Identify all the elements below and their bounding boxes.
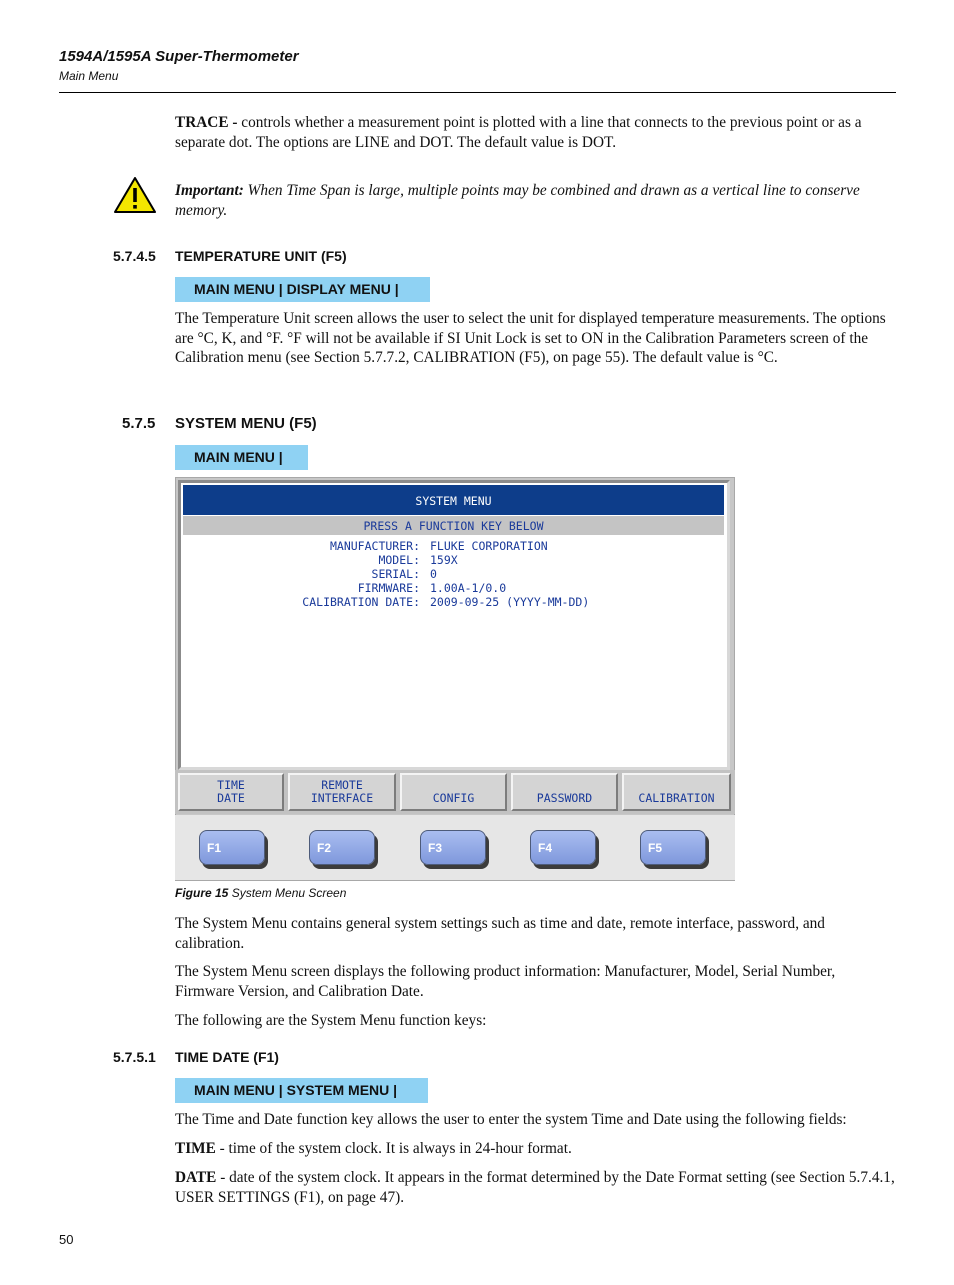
section-number-5751: 5.7.5.1 [113,1049,156,1065]
firmware-value: 1.00A-1/0.0 [430,581,507,595]
screen-title-bar: SYSTEM MENU [183,485,724,515]
manufacturer-value: FLUKE CORPORATION [430,539,548,553]
softkey-remote-interface[interactable] [288,773,396,811]
system-menu-paragraph-3: The following are the System Menu function keys: [175,1012,487,1029]
serial-value: 0 [430,567,437,581]
softkey-password[interactable] [511,773,618,811]
document-subtitle: Main Menu [59,69,119,83]
calibration-date-value: 2009-09-25 (YYYY-MM-DD) [430,595,590,609]
figure-caption [175,886,346,900]
calibration-date-label: CALIBRATION DATE: [302,595,420,609]
section-title-5751: TIME DATE (F1) [175,1049,279,1065]
system-menu-paragraph-2: The System Menu screen displays the following product information: Manufacturer, Model, Serial Number, Firmware Version, and Calibration Date. [175,963,836,1000]
breadcrumb-display-menu: MAIN MENU | DISPLAY MENU | [175,277,430,302]
figure-caption-text: System Menu Screen [228,886,347,900]
time-field-paragraph [175,1139,897,1159]
serial-label: SERIAL: [371,567,420,581]
warning-icon [113,176,157,214]
header-rule [59,92,896,93]
time-term: TIME [175,1140,216,1157]
f4-key[interactable]: F4 [530,830,596,865]
time-date-paragraph: The Time and Date function key allows the user to enter the system Time and Date using the following fields: [175,1111,847,1128]
softkey-time-date[interactable] [178,773,284,811]
important-label: Important: [175,182,244,199]
time-text: - time of the system clock. It is always in 24-hour format. [215,1140,572,1157]
document-title: 1594A/1595A Super-Thermometer [59,48,299,65]
section-number-5745: 5.7.4.5 [113,248,156,264]
softkey-label-line2: CALIBRATION [638,791,715,805]
important-note [175,181,897,220]
breadcrumb-main-menu: MAIN MENU | [175,445,308,470]
section-title-575: SYSTEM MENU (F5) [175,415,317,432]
manufacturer-label: MANUFACTURER: [329,539,420,553]
softkey-config[interactable] [400,773,507,811]
section-number-575: 5.7.5 [122,415,156,432]
trace-term: TRACE - [175,114,238,131]
figure-caption-label: Figure 15 [175,886,229,900]
section-title-5745: TEMPERATURE UNIT (F5) [175,248,347,264]
breadcrumb-system-menu: MAIN MENU | SYSTEM MENU | [175,1078,428,1103]
system-menu-paragraph-1: The System Menu contains general system settings such as time and date, remote interface, password, and calibration. [175,915,825,952]
softkey-label-line2: DATE [217,791,245,805]
softkey-label-line2: PASSWORD [536,791,593,805]
f3-key[interactable]: F3 [420,830,486,865]
f2-key[interactable]: F2 [309,830,375,865]
model-value: 159X [430,553,458,567]
trace-text: controls whether a measurement point is plotted with a line that connects to the previous point or as a separate dot. The options are LINE and DOT. The default value is DOT. [175,114,862,151]
date-term: DATE [175,1169,217,1186]
softkey-calibration[interactable] [622,773,731,811]
screen-prompt-bar: PRESS A FUNCTION KEY BELOW [183,516,724,535]
softkey-label-line1: TIME [217,778,245,792]
page-number: 50 [59,1232,74,1247]
temperature-unit-paragraph: The Temperature Unit screen allows the user to select the unit for displayed temperature measurements. The options are °C, K, and °F. °F will not be available if SI Unit Lock is set to ON in the Calibration Parameters screen of the Calibration menu (see Section 5.7.7.2, CALIBRATION (F5), on page 55). The default value is °C. [175,310,886,366]
firmware-label: FIRMWARE: [357,581,420,595]
date-field-paragraph [175,1168,897,1207]
softkey-label-line2: CONFIG [432,791,475,805]
important-text: When Time Span is large, multiple points may be combined and drawn as a vertical line to conserve memory. [175,182,860,219]
date-text: - date of the system clock. It appears in the format determined by the Date Format setting (see Section 5.7.4.1, USER SETTINGS (F1), on page 47). [175,1169,895,1206]
model-label: MODEL: [378,553,420,567]
f5-key[interactable]: F5 [640,830,706,865]
trace-paragraph [175,113,897,152]
softkey-label-line2: INTERFACE [310,791,374,805]
f1-key[interactable]: F1 [199,830,265,865]
softkey-label-line1: REMOTE [321,778,363,792]
